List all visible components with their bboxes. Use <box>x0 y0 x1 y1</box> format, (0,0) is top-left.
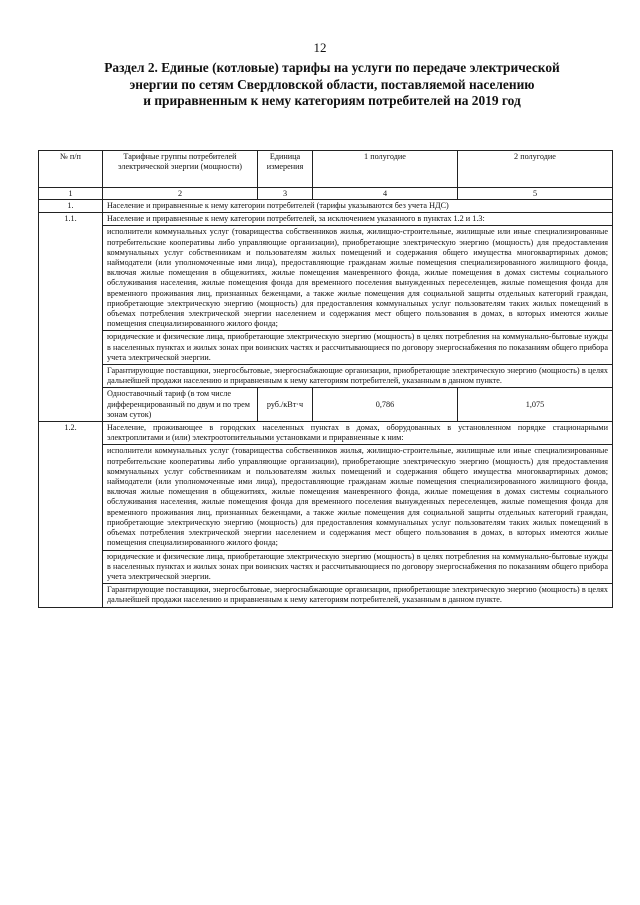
tariff-label: Одноставочный тариф (в том числе дифференцированный по двум и по трем зонам суток) <box>103 388 258 422</box>
consumer-group-text: Гарантирующие поставщики, энергосбытовые, энергоснабжающие организации, приобретающие электрическую энергию (мощность) в целях дальнейшей продажи населению и приравненным к нему категориям потребителей, указанным в данном пункте. <box>103 365 613 388</box>
page-number: 12 <box>313 40 327 55</box>
column-number: 3 <box>258 188 313 200</box>
table-row <box>39 445 613 550</box>
tariff-half-1-value: 0,786 <box>313 388 458 422</box>
table-row <box>39 365 613 388</box>
row-text: Население, проживающее в городских населенных пунктах в домах, оборудованных в установленном порядке стационарными электроплитами и (или) электроотопительными установками и приравненные к ним: <box>103 422 613 445</box>
table-row <box>39 550 613 584</box>
row-text: Население и приравненные к нему категории потребителей (тарифы указываются без учета НДС) <box>103 200 613 213</box>
consumer-group-text: Гарантирующие поставщики, энергосбытовые, энергоснабжающие организации, приобретающие электрическую энергию (мощность) в целях дальнейшей продажи населению и приравненным к нему категориям потребителей, указанным в данном пункте. <box>103 584 613 607</box>
column-number: 4 <box>313 188 458 200</box>
title-line-1: Раздел 2. Единые (котловые) тарифы на услуги по передаче электрической <box>104 60 560 75</box>
consumer-group-text: юридические и физические лица, приобретающие электрическую энергию (мощность) в целях потребления на коммунально-бытовые нужды в населенных пунктах и жилых зонах при воинских частях и рассчитывающиеся по договору энергоснабжения по показаниям общего прибора учета электрической энергии. <box>103 331 613 365</box>
row-text: Население и приравненные к нему категории потребителей, за исключением указанного в пунктах 1.2 и 1.3: <box>103 213 613 226</box>
header-half-1: 1 полугодие <box>313 151 458 188</box>
tariff-row <box>39 388 613 422</box>
table-row <box>39 422 613 445</box>
consumer-group-text: исполнители коммунальных услуг (товарищества собственников жилья, жилищно-строительные, жилищные или иные специализированные потребительские кооперативы либо управляющие организации), приобретающие электрическую энергию (мощность) для предоставления коммунальных услуг собственникам и пользователям жилых помещений и содержания общего имущества многоквартирных домов; наймодатели (или уполномоченные ими лица), предоставляющие гражданам жилые помещения специализированного жилищного фонда, включая жилые помещения в общежитиях, жилые помещения маневренного фонда, жилые помещения в домах системы социального обслуживания населения, жилые помещения фонда для временного поселения вынужденных переселенцев, жилые помещения фонда для временного проживания лиц, признанных беженцами, а также жилые помещения для социальной защиты отдельных категорий граждан, приобретающие электрическую энергию (мощность) для предоставления коммунальных услуг пользователям таких жилых помещений в объемах потребления электрической энергии населением и содержания мест общего пользования в домах, в которых имеются жилые помещения специализированного жилого фонда; <box>103 445 613 550</box>
column-number: 5 <box>458 188 613 200</box>
title-line-2: энергии по сетям Свердловской области, поставляемой населению <box>129 76 535 92</box>
header-half-2: 2 полугодие <box>458 151 613 188</box>
table-row <box>39 213 613 226</box>
table-header-row <box>39 151 613 188</box>
column-number: 1 <box>39 188 103 200</box>
row-number: 1.2. <box>39 422 103 607</box>
header-number: № п/п <box>39 151 103 188</box>
tariff-table <box>38 150 613 608</box>
table-row <box>39 200 613 213</box>
table-row <box>39 226 613 331</box>
consumer-group-text: юридические и физические лица, приобретающие электрическую энергию (мощность) в целях потребления на коммунально-бытовые нужды в населенных пунктах и жилых зонах при воинских частях и рассчитывающиеся по договору энергоснабжения по показаниям общего прибора учета электрической энергии. <box>103 550 613 584</box>
table-row <box>39 331 613 365</box>
consumer-group-text: исполнители коммунальных услуг (товарищества собственников жилья, жилищно-строительные, жилищные или иные специализированные потребительские кооперативы либо управляющие организации), приобретающие электрическую энергию (мощность) для предоставления коммунальных услуг собственникам и пользователям жилых помещений и содержания общего имущества многоквартирных домов; наймодатели (или уполномоченные ими лица), предоставляющие гражданам жилые помещения специализированного жилищного фонда, включая жилые помещения в общежитиях, жилые помещения маневренного фонда, жилые помещения в домах системы социального обслуживания населения, жилые помещения фонда для временного поселения вынужденных переселенцев, жилые помещения фонда для временного проживания лиц, признанных беженцами, а также жилые помещения для социальной защиты отдельных категорий граждан, приобретающие электрическую энергию (мощность) для предоставления коммунальных услуг пользователям таких жилых помещений в объемах потребления электрической энергии населением и содержания мест общего пользования в домах, в которых имеются жилые помещения специализированного жилого фонда; <box>103 226 613 331</box>
tariff-unit: руб./кВт·ч <box>258 388 313 422</box>
header-tariff-group: Тарифные группы потребителей электрической энергии (мощности) <box>103 151 258 188</box>
column-number-row <box>39 188 613 200</box>
section-title <box>62 60 602 110</box>
row-number: 1.1. <box>39 213 103 422</box>
row-number: 1. <box>39 200 103 213</box>
header-unit: Единица измерения <box>258 151 313 188</box>
column-number: 2 <box>103 188 258 200</box>
tariff-half-2-value: 1,075 <box>458 388 613 422</box>
table-row <box>39 584 613 607</box>
title-line-3: и приравненным к нему категориям потребителей на 2019 год <box>143 93 521 108</box>
